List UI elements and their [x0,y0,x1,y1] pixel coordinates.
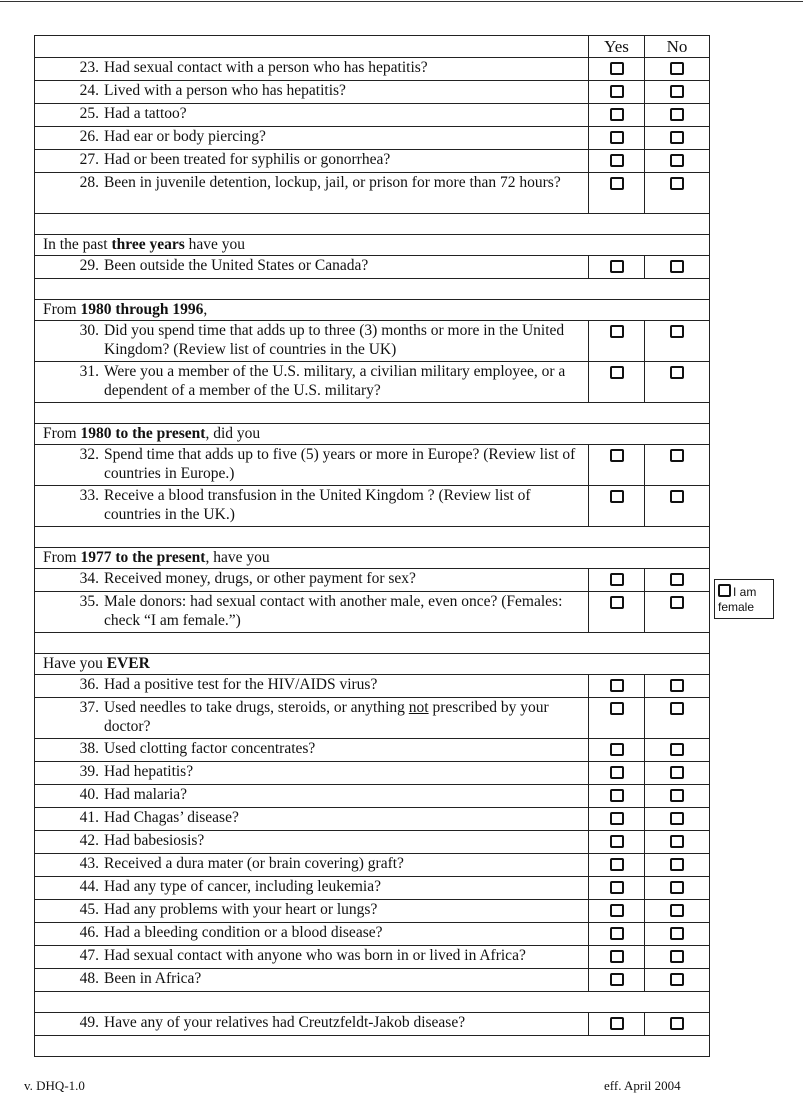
yes-cell [589,81,645,104]
question-text: Had Chagas’ disease? [104,809,239,826]
no-checkbox[interactable] [670,449,684,462]
question-number: 35. [79,593,99,610]
question-cell [35,923,589,946]
question-number: 36. [79,676,99,693]
no-cell [645,675,710,698]
spacer-cell [35,1036,710,1057]
section-heading-text: , have you [205,549,270,566]
yes-cell [589,900,645,923]
yes-cell [589,923,645,946]
header-blank-cell [35,36,589,58]
yes-cell [589,675,645,698]
section-heading-emphasis: EVER [106,655,150,672]
question-cell [35,445,589,486]
female-checkbox[interactable] [718,584,731,597]
question-row [35,831,710,854]
question-number: 40. [79,786,99,803]
question-cell [35,831,589,854]
top-border-line [0,1,803,2]
question-number: 32. [79,446,99,463]
question-text: Had any type of cancer, including leukemia? [104,878,381,895]
question-cell [35,569,589,592]
spacer-cell [35,279,710,300]
question-text: Had ear or body piercing? [104,128,266,145]
question-cell [35,675,589,698]
yes-cell [589,256,645,279]
spacer-row [35,279,710,300]
section-heading-text: have you [184,236,246,253]
no-cell [645,762,710,785]
question-row [35,445,710,486]
question-row [35,969,710,992]
section-heading-text: In the past [43,236,112,253]
no-cell [645,698,710,739]
yes-cell [589,150,645,173]
question-text: Been outside the United States or Canada? [104,257,369,274]
spacer-row [35,1036,710,1057]
no-checkbox[interactable] [670,490,684,503]
question-number: 23. [79,59,99,76]
spacer-cell [35,527,710,548]
question-number: 46. [79,924,99,941]
question-cell [35,127,589,150]
question-cell [35,104,589,127]
question-cell [35,592,589,633]
section-heading-row [35,548,710,569]
yes-cell [589,486,645,527]
no-checkbox[interactable] [670,366,684,379]
question-number: 26. [79,128,99,145]
yes-checkbox[interactable] [610,789,624,802]
question-text: Had malaria? [104,786,188,803]
yes-checkbox[interactable] [610,573,624,586]
question-cell [35,486,589,527]
question-number: 34. [79,570,99,587]
spacer-row [35,527,710,548]
question-text: Been in Africa? [104,970,202,987]
section-heading-row [35,235,710,256]
yes-cell [589,58,645,81]
question-row [35,104,710,127]
yes-checkbox[interactable] [610,904,624,917]
no-cell [645,81,710,104]
section-heading-emphasis: 1977 to the present [80,549,206,566]
question-row [35,1013,710,1036]
yes-cell [589,592,645,633]
yes-cell [589,739,645,762]
yes-checkbox[interactable] [610,85,624,98]
i-am-female-option[interactable] [714,579,774,619]
no-cell [645,808,710,831]
spacer-cell [35,403,710,424]
question-row [35,256,710,279]
question-text: Have any of your relatives had Creutzfeldt-Jakob disease? [104,1014,466,1031]
question-number: 49. [79,1014,99,1031]
section-heading [35,235,710,256]
no-cell [645,58,710,81]
question-number: 30. [79,322,99,339]
question-cell [35,854,589,877]
questionnaire-table [34,35,710,1057]
no-checkbox[interactable] [670,325,684,338]
no-checkbox[interactable] [670,596,684,609]
section-heading-text: From [43,301,81,318]
yes-column-header: Yes [589,36,645,58]
question-row [35,486,710,527]
question-cell [35,1013,589,1036]
section-heading-text: From [43,549,81,566]
no-checkbox[interactable] [670,177,684,190]
no-checkbox[interactable] [670,927,684,940]
no-checkbox[interactable] [670,85,684,98]
no-cell [645,445,710,486]
no-cell [645,785,710,808]
question-row [35,923,710,946]
yes-checkbox[interactable] [610,1017,624,1030]
yes-checkbox[interactable] [610,812,624,825]
question-row [35,900,710,923]
question-row [35,675,710,698]
no-checkbox[interactable] [670,973,684,986]
question-number: 31. [79,363,99,380]
yes-checkbox[interactable] [610,950,624,963]
yes-cell [589,698,645,739]
no-cell [645,923,710,946]
no-checkbox[interactable] [670,260,684,273]
question-cell [35,900,589,923]
no-checkbox[interactable] [670,702,684,715]
header-row [35,36,710,58]
section-heading-row [35,424,710,445]
question-row [35,808,710,831]
section-heading-row [35,654,710,675]
question-number: 41. [79,809,99,826]
no-column-header: No [645,36,710,58]
section-heading-text: , did you [205,425,261,442]
question-number: 39. [79,763,99,780]
question-number: 43. [79,855,99,872]
no-checkbox[interactable] [670,789,684,802]
yes-checkbox[interactable] [610,858,624,871]
yes-checkbox[interactable] [610,927,624,940]
no-checkbox[interactable] [670,950,684,963]
section-heading-emphasis: 1980 through 1996 [80,301,204,318]
yes-cell [589,785,645,808]
question-number: 29. [79,257,99,274]
question-number: 24. [79,82,99,99]
yes-checkbox[interactable] [610,766,624,779]
no-cell [645,569,710,592]
question-row [35,173,710,214]
no-cell [645,854,710,877]
section-heading-row [35,300,710,321]
spacer-row [35,992,710,1013]
question-number: 44. [79,878,99,895]
question-number: 45. [79,901,99,918]
no-cell [645,127,710,150]
spacer-row [35,403,710,424]
yes-cell [589,362,645,403]
yes-checkbox[interactable] [610,108,624,121]
yes-checkbox[interactable] [610,177,624,190]
yes-cell [589,969,645,992]
question-text: Had sexual contact with a person who has hepatitis? [104,59,428,76]
question-row [35,946,710,969]
question-row [35,362,710,403]
question-row [35,81,710,104]
question-cell [35,877,589,900]
question-number: 28. [79,174,99,191]
no-checkbox[interactable] [670,812,684,825]
question-row [35,762,710,785]
yes-cell [589,831,645,854]
question-number: 38. [79,740,99,757]
no-cell [645,321,710,362]
question-cell [35,321,589,362]
question-text: Used clotting factor concentrates? [104,740,316,757]
question-number: 25. [79,105,99,122]
yes-checkbox[interactable] [610,679,624,692]
yes-checkbox[interactable] [610,449,624,462]
question-text: Had hepatitis? [104,763,194,780]
question-number: 33. [79,487,99,504]
question-text: Been in juvenile detention, lockup, jail, or prison for more than 72 hours? [104,174,561,191]
question-cell [35,739,589,762]
no-cell [645,150,710,173]
yes-cell [589,877,645,900]
yes-checkbox[interactable] [610,743,624,756]
yes-checkbox[interactable] [610,881,624,894]
yes-cell [589,808,645,831]
spacer-cell [35,214,710,235]
question-number: 37. [79,699,99,716]
yes-cell [589,946,645,969]
spacer-cell [35,633,710,654]
section-heading [35,300,710,321]
yes-checkbox[interactable] [610,835,624,848]
yes-checkbox[interactable] [610,702,624,715]
no-cell [645,256,710,279]
yes-checkbox[interactable] [610,260,624,273]
yes-cell [589,104,645,127]
question-number: 27. [79,151,99,168]
question-cell [35,256,589,279]
question-text: Received money, drugs, or other payment for sex? [104,570,416,587]
question-text: Lived with a person who has hepatitis? [104,82,346,99]
question-row [35,569,710,592]
no-checkbox[interactable] [670,573,684,586]
no-checkbox[interactable] [670,835,684,848]
yes-checkbox[interactable] [610,596,624,609]
no-checkbox[interactable] [670,881,684,894]
no-cell [645,900,710,923]
question-number: 48. [79,970,99,987]
question-row [35,592,710,633]
no-checkbox[interactable] [670,858,684,871]
section-heading [35,654,710,675]
yes-checkbox[interactable] [610,973,624,986]
question-cell [35,969,589,992]
question-number: 42. [79,832,99,849]
yes-cell [589,321,645,362]
question-cell [35,808,589,831]
question-row [35,321,710,362]
question-cell [35,58,589,81]
question-text: Male donors: had sexual contact with another male, even once? (Females: check “I am female.”) [104,593,563,629]
section-heading-text: , [203,301,208,318]
no-cell [645,739,710,762]
no-cell [645,362,710,403]
yes-cell [589,445,645,486]
question-cell [35,173,589,214]
no-cell [645,173,710,214]
question-text: Received a dura mater (or brain covering) graft? [104,855,404,872]
spacer-row [35,214,710,235]
question-text: Did you spend time that adds up to three (3) months or more in the United Kingdom? (Review list of countries in the UK) [104,322,565,358]
female-label: I am female [718,585,757,614]
section-heading-text: Have you [43,655,107,672]
question-text: Had sexual contact with anyone who was born in or lived in Africa? [104,947,526,964]
question-text: Had babesiosis? [104,832,205,849]
no-checkbox[interactable] [670,679,684,692]
yes-checkbox[interactable] [610,131,624,144]
section-heading-text: From [43,425,81,442]
yes-checkbox[interactable] [610,366,624,379]
question-text: Spend time that adds up to five (5) years or more in Europe? (Review list of countries in Europe.) [104,446,576,482]
question-text: Had any problems with your heart or lungs? [104,901,378,918]
question-text: Had a bleeding condition or a blood disease? [104,924,383,941]
question-row [35,739,710,762]
question-cell [35,698,589,739]
no-checkbox[interactable] [670,154,684,167]
question-text: Had a positive test for the HIV/AIDS virus? [104,676,378,693]
section-heading-emphasis: 1980 to the present [80,425,206,442]
question-row [35,150,710,173]
effective-date: eff. April 2004 [604,1078,681,1093]
question-row [35,785,710,808]
no-checkbox[interactable] [670,131,684,144]
yes-checkbox[interactable] [610,490,624,503]
yes-cell [589,762,645,785]
no-checkbox[interactable] [670,904,684,917]
yes-cell [589,1013,645,1036]
question-cell [35,81,589,104]
question-text: Had a tattoo? [104,105,187,122]
spacer-row [35,633,710,654]
no-checkbox[interactable] [670,108,684,121]
yes-checkbox[interactable] [610,154,624,167]
no-cell [645,877,710,900]
yes-checkbox[interactable] [610,62,624,75]
question-cell [35,762,589,785]
yes-cell [589,173,645,214]
question-row [35,127,710,150]
no-cell [645,104,710,127]
question-row [35,58,710,81]
form-version: v. DHQ-1.0 [24,1078,85,1093]
question-cell [35,150,589,173]
section-heading-emphasis: three years [111,236,185,253]
no-cell [645,486,710,527]
question-text: Used needles to take drugs, steroids, or anything not prescribed by your doctor? [104,699,549,735]
no-checkbox[interactable] [670,1017,684,1030]
question-cell [35,785,589,808]
section-heading [35,548,710,569]
no-cell [645,1013,710,1036]
yes-cell [589,569,645,592]
spacer-cell [35,992,710,1013]
question-row [35,877,710,900]
question-row [35,854,710,877]
question-row [35,698,710,739]
question-cell [35,946,589,969]
no-cell [645,946,710,969]
question-text: Had or been treated for syphilis or gonorrhea? [104,151,391,168]
no-cell [645,592,710,633]
no-cell [645,831,710,854]
question-text: Were you a member of the U.S. military, a civilian military employee, or a dependent of a member of the U.S. military? [104,363,566,399]
no-checkbox[interactable] [670,743,684,756]
no-checkbox[interactable] [670,766,684,779]
no-checkbox[interactable] [670,62,684,75]
question-cell [35,362,589,403]
question-text: Receive a blood transfusion in the United Kingdom ? (Review list of countries in the UK.) [104,487,531,523]
yes-cell [589,854,645,877]
yes-cell [589,127,645,150]
yes-checkbox[interactable] [610,325,624,338]
section-heading [35,424,710,445]
no-cell [645,969,710,992]
question-number: 47. [79,947,99,964]
